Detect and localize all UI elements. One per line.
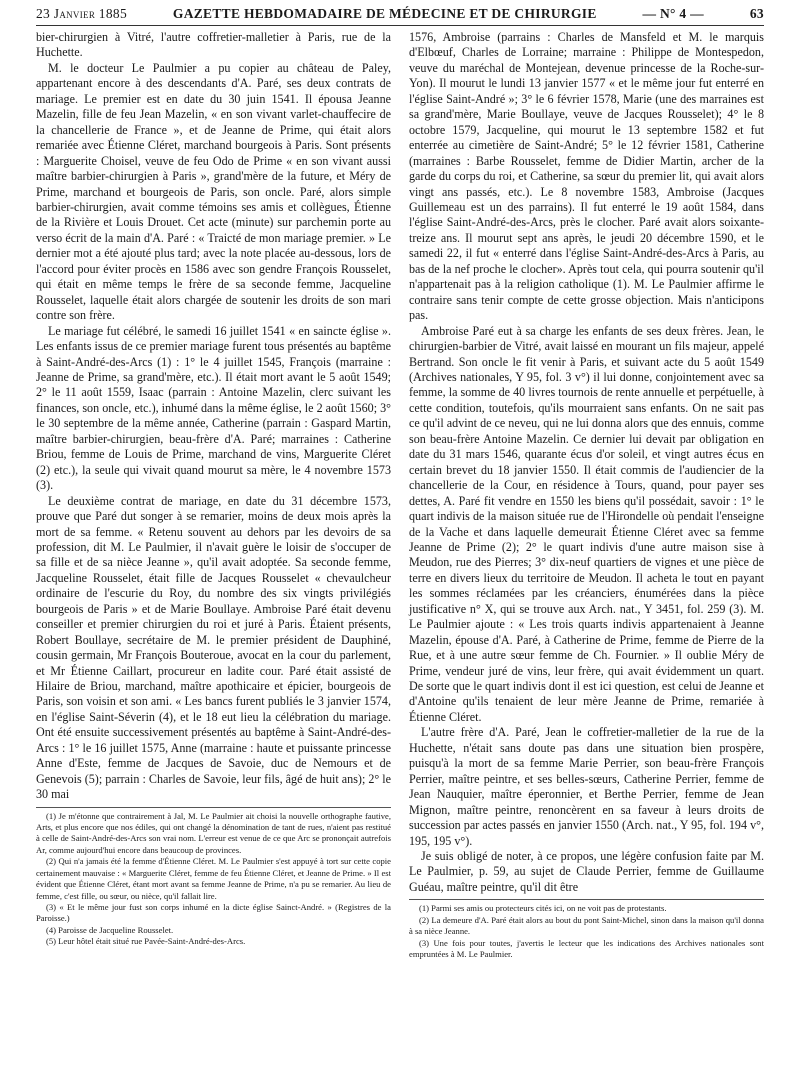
paragraph: Ambroise Paré eut à sa charge les enfants de ses deux frères. Jean, le chirurgien-barbier de Vitré, avait laissé en mourant un fils majeur, appelé Bertrand. Son oncle le fit venir à Paris, et suivant acte du 5 août 1549 (Archives nationales, Y 95, fol. 3 v°) il lui donne, conjointement avec sa femme, la somme de 40 livres tournois de rente annuelle et perpétuelle, à cette condition, toutefois, qu'ils mourraient sans enfants. On ne sait pas ce qu'il advint de ce neveu, qui ne lui donna alors que des ennuis, comme son beau-frère Antoine Mazelin. Ce dernier lui devait par obligation en date du 31 mars 1546, quarante écus d'or soleil, et vingt autres écus en certain brevet du 18 janvier 1550. Il était commis de l'audiencier de la chancellerie de la Cour, en résidence à Tours, quand, pour payer ses dettes, A. Paré fit vendre en 1550 les biens qu'il possédait, savoir : 1° le quart indivis de la maison située rue de l'Hirondelle où pendait l'enseigne de la Vache et dans laquelle demeurait Étienne Cléret avec sa femme Jeanne de Prime (2); 2° le quart indivis d'une autre maison sise à Meudon, rue des Pierres; 3° dix-neuf quartiers de vignes et une pièce de terre en divers lieux du territoire de Meudon. Il achetа le tout en payant les sommes réclamées par les créanciers, énumérées dans la pièce justificative n° X, qui se trouve aux Arch. nat., Y 3451, fol. 259 (3). M. Le Paulmier ajoute : « Les trois quarts indivis appartenaient à Jeanne Mazelin, épouse d'A. Paré, à Catherine de Prime, femme de Pierre de la Rue, et à une autre sœur femme de Ch. Fournier. » Il oublie Méry de Prime, vendeur juré de vins, leur frère, qui avait évidemment un quart. De sorte que le quart indivis dont il est ici question, est celui de Jeanne et d'Antoine qu'ils tenaient de leur mère Jeanne de Prime, remariée à Étienne Cléret.	[409, 323, 764, 724]
paragraph: L'autre frère d'A. Paré, Jean le coffretier-malletier de la rue de la Huchette, n'était sans doute pas dans une situation bien prospère, puisqu'à la mort de sa femme Marie Perrier, son beau-frère François Perrier, maître peintre, et ses belles-sœurs, Catherine Perrier, femme de Jean Nauquier, maître éperonnier, et Berthe Perrier, femme de Jean Mignon, maître peintre, renoncèrent en sa faveur à leurs droits de succession par actes passés en janvier 1550 (Arch. nat., Y 95, fol. 194 v°, 195, 195 v°).	[409, 725, 764, 848]
footnote: (2) Qui n'a jamais été la femme d'Étienne Cléret. M. Le Paulmier s'est appuyé à tort sur cette copie certainement mauvaise : « Marguerite Cléret, femme de feu Étienne Cléret, et Jeanne de Prime. » Il est évident que Étienne Cléret, étant mort avant sa femme Jeanne de Prime, n'a pu se remarier. Au lieu de femme, c'est fille, ou sœur, ou nièce, qu'il fallait lire.	[36, 856, 391, 901]
paragraph: 1576, Ambroise (parrains : Charles de Mansfeld et M. le marquis d'Elbœuf, Charles de Lorraine; marraine : Philippe de Montespedon, veuve du maréchal de Montejean, devenue princesse de la Roche-sur-Yon). Il mourut le lundi 13 janvier 1577 « et le même jour fut enterré en l'église Saint-André »; 3° le 6 février 1578, Marie (une des marraines est sa grand'mère, Marie Boullaye, veuve de Jacques Rousselet); 4° le 8 octobre 1579, Jacqueline, qui mourut le 13 septembre 1582 et fut enterrée au cimetière de Saint-André; 5° le 12 février 1581, Catherine (marraines : Barbe Rousselet, femme de Didier Martin, archer de la garde du corps du roi, et Catherine, sa sœur du premier lit, qui avait alors vingt ans passés, etc.). Le 8 novembre 1583, Ambroise (Jacques Guillemeau est un des parrains). Il fut enterré le 19 août 1584, dans l'église Saint-André-des-Arcs, près le clocher. Paré avait alors soixante-treize ans. Il mourut sept ans après, le jeudi 20 décembre 1590, et le samedi 22, il fut « enterré dans l'église Saint-André-des-Arcs à Paris, au bas de la nef proche le clocher». Après tout cela, qui pourra soutenir qu'il n'appartenait pas à la religion catholique (1). M. Le Paulmier affirme le contraire sans tenir compte de cette grosse objection. Mais n'anticipons pas.	[409, 30, 764, 323]
journal-title: GAZETTE HEBDOMADAIRE DE MÉDECINE ET DE CHIRURGIE	[172, 6, 597, 21]
footnote: (5) Leur hôtel était situé rue Pavée-Saint-André-des-Arcs.	[46, 936, 246, 947]
paragraph: Je suis obligé de noter, à ce propos, une légère confusion faite par M. Le Paulmier, p. 59, au sujet de Claude Perrier, femme de Guillaume Guéau, maître peintre, qu'il dit être	[409, 849, 764, 894]
footnote: (1) Parmi ses amis ou protecteurs cités ici, on ne voit pas de protestants.	[419, 903, 667, 914]
paragraph: Le mariage fut célébré, le samedi 16 juillet 1541 « en saincte église ». Les enfants issus de ce premier mariage furent tous présentés au baptême à Saint-André-des-Arcs (1) : 1° le 4 juillet 1545, François (marraine : Jeanne de Prime, sa grand'mère, etc.). Il était mort avant le 5 août 1549; 2° le 11 août 1559, Isaac (parrain : Antoine Mazelin, clerc suivant les finances, son oncle, etc.), inhumé dans la même église, le 2 août 1560; 3° le 30 septembre de la même année, Catherine (parrain : Gaspard Martin, maître barbier-chirurgien, beau-frère d'A. Paré; marraines : Catherine Briou, femme de Louis de Prime, marchand de vins, Marguerite Cléret (2) etc.), la seule qui vivait quand mourut sa mère, le 4 novembre 1573 (3).	[36, 323, 391, 493]
left-column-body	[36, 30, 391, 803]
footnote: (1) Je m'étonne que contrairement à Jal, M. Le Paulmier ait choisi la nouvelle orthographe fautive, Arts, et plus encore que nos édiles, qui ont changé la dénomination de tant de rues, n'aient pas restitué à celle de Saint-André-des-Arcs son vrai nom. L'erreur est venue de ce que Arc se prononçait autrefois Ar, comme aujourd'hui encore dans beaucoup de provinces.	[36, 810, 391, 855]
footnote: (3) Une fois pour toutes, j'avertis le lecteur que les indications des Archives nationales sont empruntées à M. Le Paulmier.	[409, 937, 764, 959]
paragraph: bier-chirurgien à Vitré, l'autre coffretier-malletier à Paris, rue de la Huchette.	[36, 30, 391, 60]
footnote-divider	[36, 807, 391, 808]
footnote: (2) La demeure d'A. Paré était alors au bout du pont Saint-Michel, sinon dans la maison qu'il donna à sa nièce Jeanne.	[409, 914, 764, 937]
article-columns	[36, 30, 764, 960]
issue-number: — N° 4 —	[642, 6, 704, 21]
paragraph: M. le docteur Le Paulmier a pu copier au château de Paley, appartenant encore à des descendants d'A. Paré, ses deux contrats de mariage. Le premier est en date du 30 juin 1541. Il épousa Jeanne Mazelin, fille de feu Jean Mazelin, « en son vivant varlet-chauffecire de la chancellerie de France », et de Jeanne de Prime, qui était alors remariée avec Étienne Cléret, marchand bourgeois à Paris. Sont présents : Marguerite Choisel, veuve de feu Odo de Prime « en son vivant aussi maître barbier-chirurgien à Paris », grand'mère de la future, et Méry de Prime, marchand et bourgeois de Paris, son oncle. Paré, alors simple barbier-chirurgien, avait comme témoins ses amis et collègues, Étienne de la Rivière et Louis Drouet. Cet acte (minute) sur parchemin porte au verso écrit de la main d'A. Paré : « Traicté de mon mariage premier. » Le dernier mot a été ajouté plus tard; avec la note placée au-dessous, lors de l'accord pour éviter procès en 1586 avec son gendre François Rousselet, qui était en même temps le frère de sa seconde femme, Jacqueline Rousselet, laquelle était alors chargée de soutenir les droits de son mari contre son frère.	[36, 60, 391, 323]
issue-date: 23 Janvier 1885	[36, 6, 127, 21]
left-column	[36, 30, 391, 960]
right-footnotes	[409, 903, 764, 960]
footnote: (4) Paroisse de Jacqueline Rousselet.	[46, 924, 174, 935]
footnote: (3) « Et le même jour fust son corps inhumé en la dicte église Sainct-André. » (Registres de la Paroisse.)	[36, 901, 391, 924]
left-footnotes	[36, 811, 391, 948]
paragraph: Le deuxième contrat de mariage, en date du 31 décembre 1573, prouve que Paré dut songer à se remarier, moins de deux mois après la mort de sa femme. « Retenu souvent au dehors par les devoirs de sa profession, dit M. Le Paulmier, il n'avait guère le loisir de s'occuper de sa fille et de sa nièce Jeanne », qu'il avait adoptée. Sa seconde femme, Jacqueline Rousselet, était fille de Jacques Rousselet « chevaulcheur ordinaire de l'escurie du Roy, du nombre des six vingts privilégiés bourgeois de Paris » et de Marie Boullaye. Ambroise Paré était devenu conseiller et premier chirurgien du roi et juré à Paris. Étaient présents, Robert Boullaye, secrétaire de M. le premier président de Dauphiné, cousin germain, Mr François Bouteroue, avocat en la cour du parlement, et Mr Étienne Caillart, procureur en ladite cour. Paré était assisté de Hilaire de Briou, marchand, maître apothicaire et épicier, bourgeois de Paris, son voisin et son ami. « Les bancs furent publiés le 3 janvier 1574, en l'église Saint-Séverin (4), et le 18 eut lieu la célébration du mariage. Ont été ensuite successivement présentés au baptême à Saint-André-des-Arcs : 1° le 16 juillet 1575, Anne (marraine : haute et puissante princesse Anne d'Este, femme de Jacques de Savoie, duc de Nemours et de Genevois (5); parrain : Charles de Savoie, leur fils, âgé de huit ans); 2° le 30 mai	[36, 493, 391, 802]
footnote-divider	[409, 899, 764, 900]
page-number: 63	[749, 6, 764, 21]
right-column-body	[409, 30, 764, 895]
page-header	[36, 6, 764, 26]
right-column	[409, 30, 764, 960]
